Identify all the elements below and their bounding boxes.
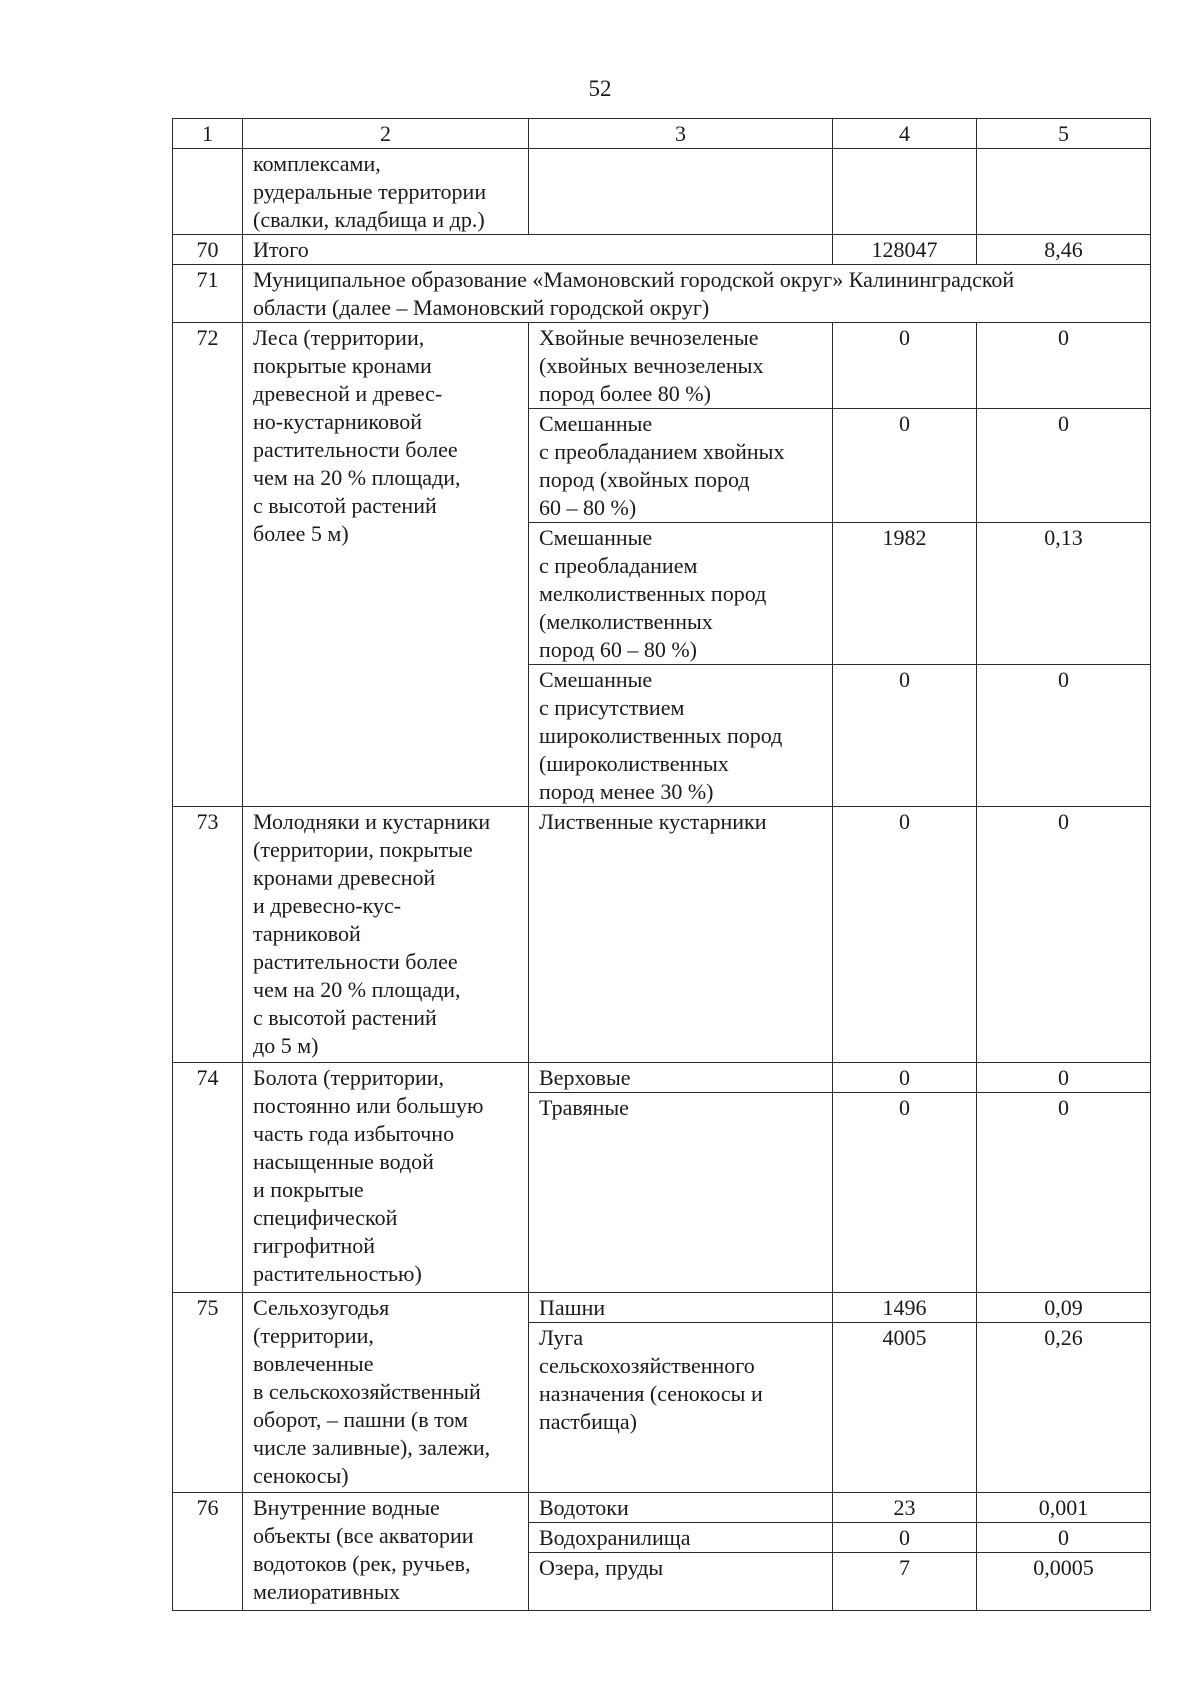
table-row-71 xyxy=(173,265,1151,323)
category-line: постоянно или большую xyxy=(253,1093,484,1118)
category-line: мелиоративных xyxy=(253,1579,400,1604)
category-cell xyxy=(243,149,529,235)
subcategory-cell: Травяные xyxy=(529,1093,833,1293)
subcategory-cell xyxy=(529,665,833,807)
row-number: 71 xyxy=(173,265,243,323)
header-cell-5: 5 xyxy=(977,119,1151,149)
percent-value: 0 xyxy=(977,409,1151,523)
area-value: 4005 xyxy=(833,1323,977,1493)
category-line: объекты (все акватории xyxy=(253,1523,474,1548)
row-number: 74 xyxy=(173,1063,243,1293)
category-line: рудеральные территории xyxy=(253,179,487,204)
category-line: в сельскохозяйственный xyxy=(253,1379,481,1404)
category-line: и покрытые xyxy=(253,1177,364,1202)
subcategory-line: Смешанные xyxy=(539,525,653,550)
category-line: оборот, – пашни (в том xyxy=(253,1407,468,1432)
category-line: водотоков (рек, ручьев, xyxy=(253,1551,471,1576)
subcategory-line: назначения (сенокосы и xyxy=(539,1381,763,1406)
row-number: 76 xyxy=(173,1493,243,1611)
area-value: 1982 xyxy=(833,523,977,665)
percent-value: 0 xyxy=(977,323,1151,409)
row-number: 73 xyxy=(173,807,243,1063)
area-value: 0 xyxy=(833,1523,977,1553)
category-line: специфической xyxy=(253,1205,398,1230)
subcategory-cell xyxy=(529,149,833,235)
percent-value: 8,46 xyxy=(977,235,1151,265)
area-value: 0 xyxy=(833,1063,977,1093)
area-value: 128047 xyxy=(833,235,977,265)
percent-value: 0 xyxy=(977,1063,1151,1093)
category-line: до 5 м) xyxy=(253,1033,319,1058)
area-value xyxy=(833,149,977,235)
municipality-heading xyxy=(243,265,1151,323)
category-line: чем на 20 % площади, xyxy=(253,977,461,1002)
category-line: и древесно-кус- xyxy=(253,893,402,918)
header-cell-2: 2 xyxy=(243,119,529,149)
category-line: Молодняки и кустарники xyxy=(253,809,491,834)
category-line: растительности более xyxy=(253,949,458,974)
subcategory-line: пастбища) xyxy=(539,1409,637,1434)
table-row-72 xyxy=(173,323,1151,409)
category-cell xyxy=(243,1063,529,1293)
subcategory-line: сельскохозяйственного xyxy=(539,1353,755,1378)
category-cell xyxy=(243,807,529,1063)
category-line: Леса (территории, xyxy=(253,325,425,350)
category-line: Болота (территории, xyxy=(253,1065,445,1090)
category-line: но-кустарниковой xyxy=(253,409,423,434)
subcategory-cell xyxy=(529,523,833,665)
area-value: 0 xyxy=(833,1093,977,1293)
category-line: сенокосы) xyxy=(253,1463,349,1488)
subcategory-line: широколиственных пород xyxy=(539,723,783,748)
category-line: кронами древесной xyxy=(253,865,436,890)
category-line: чем на 20 % площади, xyxy=(253,465,461,490)
subcategory-cell xyxy=(529,807,833,1063)
category-line: вовлеченные xyxy=(253,1351,374,1376)
category-line: (свалки, кладбища и др.) xyxy=(253,207,485,232)
subcategory-line: Смешанные xyxy=(539,667,653,692)
header-cell-1: 1 xyxy=(173,119,243,149)
table-row-74 xyxy=(173,1063,1151,1093)
subcategory-cell: Водохранилища xyxy=(529,1523,833,1553)
category-line: с высотой растений xyxy=(253,1005,437,1030)
percent-value: 0 xyxy=(977,1093,1151,1293)
subcategory-cell xyxy=(529,323,833,409)
percent-value: 0 xyxy=(977,807,1151,1063)
table-row-70 xyxy=(173,235,1151,265)
category-line: Внутренние водные xyxy=(253,1495,440,1520)
subcategory-cell: Пашни xyxy=(529,1293,833,1323)
category-line: тарниковой xyxy=(253,921,361,946)
subcategory-line: пород более 80 %) xyxy=(539,381,711,406)
subcategory-cell xyxy=(529,1323,833,1493)
category-line: покрытые кронами xyxy=(253,353,432,378)
category-line: часть года избыточно xyxy=(253,1121,455,1146)
row-number: 75 xyxy=(173,1293,243,1493)
subcategory-line: с присутствием xyxy=(539,695,685,720)
table-row-75 xyxy=(173,1293,1151,1323)
subcategory-line: мелколиственных пород xyxy=(539,581,767,606)
row-number: 72 xyxy=(173,323,243,807)
category-line: Сельхозугодья xyxy=(253,1295,390,1320)
municipality-line: области (далее – Мамоновский городской округ) xyxy=(253,295,710,320)
area-value: 7 xyxy=(833,1553,977,1611)
percent-value: 0,0005 xyxy=(977,1553,1151,1611)
percent-value xyxy=(977,149,1151,235)
subcategory-line: (широколиственных xyxy=(539,751,729,776)
category-line: комплексами, xyxy=(253,151,381,176)
percent-value: 0,13 xyxy=(977,523,1151,665)
header-cell-3: 3 xyxy=(529,119,833,149)
table-header-row xyxy=(173,119,1151,149)
subcategory-line: Лиственные кустарники xyxy=(539,809,767,834)
table-row-76 xyxy=(173,1493,1151,1523)
row-number: 70 xyxy=(173,235,243,265)
category-cell xyxy=(243,1493,529,1611)
subcategory-cell: Озера, пруды xyxy=(529,1553,833,1611)
category-line: более 5 м) xyxy=(253,521,349,546)
category-line: (территории, xyxy=(253,1323,374,1348)
row-number xyxy=(173,149,243,235)
subcategory-line: пород 60 – 80 %) xyxy=(539,637,697,662)
page-number: 52 xyxy=(588,76,612,101)
subcategory-line: Хвойные вечнозеленые xyxy=(539,325,759,350)
category-line: (территории, покрытые xyxy=(253,837,473,862)
category-line: числе заливные), залежи, xyxy=(253,1435,491,1460)
subcategory-line: (мелколиственных xyxy=(539,609,713,634)
municipality-line: Муниципальное образование «Мамоновский городской округ» Калининградской xyxy=(253,267,1015,292)
area-value: 0 xyxy=(833,665,977,807)
subcategory-line: Смешанные xyxy=(539,411,653,436)
category-cell xyxy=(243,1293,529,1493)
area-value: 0 xyxy=(833,323,977,409)
subcategory-cell xyxy=(529,409,833,523)
percent-value: 0,09 xyxy=(977,1293,1151,1323)
table-row-73 xyxy=(173,807,1151,1063)
category-line: гигрофитной xyxy=(253,1233,376,1258)
land-use-table xyxy=(172,118,1151,1611)
percent-value: 0,26 xyxy=(977,1323,1151,1493)
category-line: с высотой растений xyxy=(253,493,437,518)
table-row-continuation xyxy=(173,149,1151,235)
subcategory-cell: Водотоки xyxy=(529,1493,833,1523)
percent-value: 0 xyxy=(977,1523,1151,1553)
percent-value: 0 xyxy=(977,665,1151,807)
category-cell xyxy=(243,323,529,807)
subcategory-line: Луга xyxy=(539,1325,584,1350)
subcategory-line: с преобладанием хвойных xyxy=(539,439,785,464)
category-line: древесной и древес- xyxy=(253,381,443,406)
category-line: растительностью) xyxy=(253,1261,422,1286)
area-value: 23 xyxy=(833,1493,977,1523)
subcategory-cell: Верховые xyxy=(529,1063,833,1093)
category-line: насыщенные водой xyxy=(253,1149,434,1174)
percent-value: 0,001 xyxy=(977,1493,1151,1523)
subcategory-line: с преобладанием xyxy=(539,553,698,578)
area-value: 0 xyxy=(833,807,977,1063)
total-label: Итого xyxy=(243,235,833,265)
subcategory-line: (хвойных вечнозеленых xyxy=(539,353,764,378)
subcategory-line: пород (хвойных пород xyxy=(539,467,750,492)
area-value: 0 xyxy=(833,409,977,523)
category-line: растительности более xyxy=(253,437,458,462)
subcategory-line: 60 – 80 %) xyxy=(539,495,637,520)
area-value: 1496 xyxy=(833,1293,977,1323)
header-cell-4: 4 xyxy=(833,119,977,149)
subcategory-line: пород менее 30 %) xyxy=(539,779,714,804)
